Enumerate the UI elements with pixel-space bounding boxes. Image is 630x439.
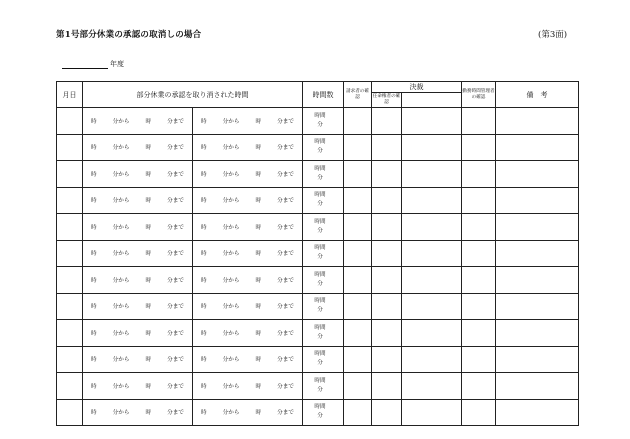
to-minute-unit: 分まで <box>167 304 184 311</box>
approval-cell[interactable] <box>402 134 462 161</box>
hour-unit: 時 <box>91 118 97 125</box>
hour-unit: 時 <box>145 171 152 178</box>
remarks-cell[interactable] <box>496 373 579 400</box>
hour-unit: 時 <box>91 171 97 178</box>
from-minute-unit: 分から <box>112 198 130 205</box>
hour-unit: 時 <box>201 277 207 284</box>
period-end-cell[interactable] <box>193 399 303 426</box>
hour-unit: 時 <box>201 198 207 205</box>
requester-check-cell[interactable] <box>344 373 372 400</box>
duration-hours-unit: 時間 <box>314 324 326 331</box>
duration-cell[interactable] <box>303 346 344 373</box>
from-minute-unit: 分から <box>112 410 130 417</box>
attendance-check-cell[interactable] <box>462 346 496 373</box>
to-minute-unit: 分まで <box>167 198 184 205</box>
duration-cell[interactable] <box>303 187 344 214</box>
approval-cell[interactable] <box>402 267 462 294</box>
from-minute-unit: 分から <box>222 224 240 231</box>
attendance-check-cell[interactable] <box>462 399 496 426</box>
from-minute-unit: 分から <box>112 145 130 152</box>
date-cell[interactable] <box>57 320 83 347</box>
requester-check-cell[interactable] <box>344 214 372 241</box>
header-requester-check: 請求者の確認 <box>344 82 372 108</box>
period-end-cell[interactable] <box>193 346 303 373</box>
header-attendance-check: 勤務時間管理者の確認 <box>462 82 496 108</box>
date-cell[interactable] <box>57 267 83 294</box>
appointer-check-cell[interactable] <box>372 161 402 188</box>
to-minute-unit: 分まで <box>277 118 294 125</box>
approval-cell[interactable] <box>402 373 462 400</box>
remarks-cell[interactable] <box>496 240 579 267</box>
period-start-cell[interactable] <box>83 267 193 294</box>
duration-minutes-unit: 分 <box>317 307 323 314</box>
duration-hours-unit: 時間 <box>314 112 326 119</box>
requester-check-cell[interactable] <box>344 346 372 373</box>
duration-cell[interactable] <box>303 214 344 241</box>
duration-minutes-unit: 分 <box>317 201 323 208</box>
hour-unit: 時 <box>255 383 262 390</box>
attendance-check-cell[interactable] <box>462 161 496 188</box>
attendance-check-cell[interactable] <box>462 134 496 161</box>
duration-minutes-unit: 分 <box>317 121 323 128</box>
to-minute-unit: 分まで <box>277 330 294 337</box>
from-minute-unit: 分から <box>222 171 240 178</box>
to-minute-unit: 分まで <box>167 357 184 364</box>
attendance-check-cell[interactable] <box>462 373 496 400</box>
date-cell[interactable] <box>57 240 83 267</box>
duration-cell[interactable] <box>303 373 344 400</box>
period-end-cell[interactable] <box>193 373 303 400</box>
period-start-cell[interactable] <box>83 161 193 188</box>
hour-unit: 時 <box>145 118 152 125</box>
year-input-line[interactable] <box>62 67 108 69</box>
hour-unit: 時 <box>201 304 207 311</box>
to-minute-unit: 分まで <box>277 357 294 364</box>
date-cell[interactable] <box>57 214 83 241</box>
period-end-cell[interactable] <box>193 267 303 294</box>
duration-minutes-unit: 分 <box>317 333 323 340</box>
hour-unit: 時 <box>255 251 262 258</box>
remarks-cell[interactable] <box>496 320 579 347</box>
period-end-cell[interactable] <box>193 214 303 241</box>
hour-unit: 時 <box>201 118 207 125</box>
date-cell[interactable] <box>57 161 83 188</box>
duration-cell[interactable] <box>303 399 344 426</box>
approval-cell[interactable] <box>402 161 462 188</box>
hour-unit: 時 <box>201 171 207 178</box>
approval-cell[interactable] <box>402 240 462 267</box>
duration-cell[interactable] <box>303 240 344 267</box>
to-minute-unit: 分まで <box>167 118 184 125</box>
appointer-check-cell[interactable] <box>372 108 402 135</box>
appointer-check-cell[interactable] <box>372 399 402 426</box>
hour-unit: 時 <box>255 410 262 417</box>
duration-cell[interactable] <box>303 267 344 294</box>
approval-cell[interactable] <box>402 320 462 347</box>
from-minute-unit: 分から <box>112 224 130 231</box>
hour-unit: 時 <box>145 410 152 417</box>
remarks-cell[interactable] <box>496 187 579 214</box>
to-minute-unit: 分まで <box>277 224 294 231</box>
duration-hours-unit: 時間 <box>314 351 326 358</box>
header-appointer-check: 任命権者の確認 <box>372 93 402 108</box>
approval-cell[interactable] <box>402 293 462 320</box>
attendance-check-cell[interactable] <box>462 187 496 214</box>
table-row <box>57 346 579 373</box>
period-start-cell[interactable] <box>83 108 193 135</box>
period-start-cell[interactable] <box>83 134 193 161</box>
attendance-check-cell[interactable] <box>462 240 496 267</box>
from-minute-unit: 分から <box>112 357 130 364</box>
period-start-cell[interactable] <box>83 373 193 400</box>
hour-unit: 時 <box>201 410 207 417</box>
duration-hours-unit: 時間 <box>314 298 326 305</box>
requester-check-cell[interactable] <box>344 240 372 267</box>
header-cancelled-period: 部分休業の承認を取り消された時間 <box>83 82 303 108</box>
table-row <box>57 108 579 135</box>
hour-unit: 時 <box>255 118 262 125</box>
hour-unit: 時 <box>201 145 207 152</box>
table-body <box>57 108 579 426</box>
hour-unit: 時 <box>145 383 152 390</box>
hour-unit: 時 <box>91 304 97 311</box>
from-minute-unit: 分から <box>222 304 240 311</box>
duration-cell[interactable] <box>303 134 344 161</box>
hour-unit: 時 <box>91 198 97 205</box>
appointer-check-cell[interactable] <box>372 320 402 347</box>
period-start-cell[interactable] <box>83 187 193 214</box>
from-minute-unit: 分から <box>222 357 240 364</box>
duration-cell[interactable] <box>303 108 344 135</box>
to-minute-unit: 分まで <box>167 330 184 337</box>
appointer-check-cell[interactable] <box>372 134 402 161</box>
from-minute-unit: 分から <box>112 383 130 390</box>
to-minute-unit: 分まで <box>167 224 184 231</box>
appointer-check-cell[interactable] <box>372 346 402 373</box>
from-minute-unit: 分から <box>112 304 130 311</box>
hour-unit: 時 <box>201 224 207 231</box>
requester-check-cell[interactable] <box>344 187 372 214</box>
table-row <box>57 187 579 214</box>
remarks-cell[interactable] <box>496 293 579 320</box>
hour-unit: 時 <box>91 330 97 337</box>
to-minute-unit: 分まで <box>277 251 294 258</box>
hour-unit: 時 <box>145 224 152 231</box>
duration-cell[interactable] <box>303 320 344 347</box>
date-cell[interactable] <box>57 187 83 214</box>
table-row <box>57 214 579 241</box>
duration-hours-unit: 時間 <box>314 218 326 225</box>
to-minute-unit: 分まで <box>277 198 294 205</box>
duration-minutes-unit: 分 <box>317 386 323 393</box>
period-start-cell[interactable] <box>83 214 193 241</box>
hour-unit: 時 <box>91 224 97 231</box>
from-minute-unit: 分から <box>222 330 240 337</box>
hour-unit: 時 <box>255 304 262 311</box>
duration-hours-unit: 時間 <box>314 377 326 384</box>
to-minute-unit: 分まで <box>167 277 184 284</box>
duration-minutes-unit: 分 <box>317 174 323 181</box>
to-minute-unit: 分まで <box>277 383 294 390</box>
requester-check-cell[interactable] <box>344 399 372 426</box>
from-minute-unit: 分から <box>222 145 240 152</box>
duration-minutes-unit: 分 <box>317 148 323 155</box>
header-approval-blank <box>402 93 462 108</box>
hour-unit: 時 <box>201 251 207 258</box>
period-end-cell[interactable] <box>193 320 303 347</box>
date-cell[interactable] <box>57 346 83 373</box>
hour-unit: 時 <box>91 410 97 417</box>
approval-cell[interactable] <box>402 346 462 373</box>
hour-unit: 時 <box>201 383 207 390</box>
hour-unit: 時 <box>201 330 207 337</box>
hour-unit: 時 <box>91 357 97 364</box>
table-row <box>57 267 579 294</box>
approval-cell[interactable] <box>402 399 462 426</box>
requester-check-cell[interactable] <box>344 134 372 161</box>
remarks-cell[interactable] <box>496 399 579 426</box>
date-cell[interactable] <box>57 399 83 426</box>
attendance-check-cell[interactable] <box>462 108 496 135</box>
hour-unit: 時 <box>255 224 262 231</box>
remarks-cell[interactable] <box>496 214 579 241</box>
duration-cell[interactable] <box>303 161 344 188</box>
duration-hours-unit: 時間 <box>314 245 326 252</box>
appointer-check-cell[interactable] <box>372 293 402 320</box>
to-minute-unit: 分まで <box>167 383 184 390</box>
approval-cell[interactable] <box>402 108 462 135</box>
approval-cell[interactable] <box>402 187 462 214</box>
date-cell[interactable] <box>57 108 83 135</box>
hour-unit: 時 <box>91 251 97 258</box>
from-minute-unit: 分から <box>112 277 130 284</box>
attendance-check-cell[interactable] <box>462 214 496 241</box>
cancellation-table <box>56 81 579 426</box>
remarks-cell[interactable] <box>496 267 579 294</box>
remarks-cell[interactable] <box>496 108 579 135</box>
hour-unit: 時 <box>145 304 152 311</box>
hour-unit: 時 <box>145 145 152 152</box>
to-minute-unit: 分まで <box>277 171 294 178</box>
hour-unit: 時 <box>145 198 152 205</box>
date-cell[interactable] <box>57 134 83 161</box>
table-row <box>57 373 579 400</box>
appointer-check-cell[interactable] <box>372 214 402 241</box>
approval-cell[interactable] <box>402 214 462 241</box>
period-end-cell[interactable] <box>193 293 303 320</box>
header-date: 月日 <box>57 82 83 108</box>
hour-unit: 時 <box>255 357 262 364</box>
hour-unit: 時 <box>255 145 262 152</box>
period-start-cell[interactable] <box>83 399 193 426</box>
header-hours: 時間数 <box>303 82 344 108</box>
from-minute-unit: 分から <box>112 118 130 125</box>
duration-hours-unit: 時間 <box>314 271 326 278</box>
to-minute-unit: 分まで <box>277 277 294 284</box>
requester-check-cell[interactable] <box>344 320 372 347</box>
date-cell[interactable] <box>57 293 83 320</box>
period-end-cell[interactable] <box>193 161 303 188</box>
table-row <box>57 240 579 267</box>
from-minute-unit: 分から <box>222 118 240 125</box>
from-minute-unit: 分から <box>222 198 240 205</box>
form-title: 第1号部分休業の承認の取消しの場合 <box>56 30 202 40</box>
from-minute-unit: 分から <box>112 251 130 258</box>
requester-check-cell[interactable] <box>344 108 372 135</box>
appointer-check-cell[interactable] <box>372 267 402 294</box>
period-start-cell[interactable] <box>83 293 193 320</box>
duration-minutes-unit: 分 <box>317 227 323 234</box>
to-minute-unit: 分まで <box>167 251 184 258</box>
table-row <box>57 399 579 426</box>
table-row <box>57 293 579 320</box>
attendance-check-cell[interactable] <box>462 267 496 294</box>
duration-hours-unit: 時間 <box>314 165 326 172</box>
period-end-cell[interactable] <box>193 187 303 214</box>
requester-check-cell[interactable] <box>344 267 372 294</box>
from-minute-unit: 分から <box>222 410 240 417</box>
to-minute-unit: 分まで <box>167 171 184 178</box>
duration-minutes-unit: 分 <box>317 280 323 287</box>
attendance-check-cell[interactable] <box>462 293 496 320</box>
year-label: 年度 <box>110 60 124 68</box>
hour-unit: 時 <box>255 198 262 205</box>
header-remarks: 備 考 <box>496 82 579 108</box>
hour-unit: 時 <box>201 357 207 364</box>
page-number: (第3面) <box>538 30 568 40</box>
from-minute-unit: 分から <box>112 171 130 178</box>
hour-unit: 時 <box>255 277 262 284</box>
period-start-cell[interactable] <box>83 240 193 267</box>
duration-hours-unit: 時間 <box>314 404 326 411</box>
duration-hours-unit: 時間 <box>314 139 326 146</box>
appointer-check-cell[interactable] <box>372 187 402 214</box>
duration-minutes-unit: 分 <box>317 413 323 420</box>
duration-cell[interactable] <box>303 293 344 320</box>
appointer-check-cell[interactable] <box>372 373 402 400</box>
appointer-check-cell[interactable] <box>372 240 402 267</box>
hour-unit: 時 <box>91 277 97 284</box>
to-minute-unit: 分まで <box>277 410 294 417</box>
remarks-cell[interactable] <box>496 134 579 161</box>
to-minute-unit: 分まで <box>167 145 184 152</box>
requester-check-cell[interactable] <box>344 161 372 188</box>
date-cell[interactable] <box>57 373 83 400</box>
period-end-cell[interactable] <box>193 108 303 135</box>
to-minute-unit: 分まで <box>167 410 184 417</box>
from-minute-unit: 分から <box>222 251 240 258</box>
period-start-cell[interactable] <box>83 346 193 373</box>
hour-unit: 時 <box>145 277 152 284</box>
duration-minutes-unit: 分 <box>317 254 323 261</box>
remarks-cell[interactable] <box>496 161 579 188</box>
period-end-cell[interactable] <box>193 134 303 161</box>
from-minute-unit: 分から <box>222 277 240 284</box>
hour-unit: 時 <box>255 171 262 178</box>
period-end-cell[interactable] <box>193 240 303 267</box>
table-row <box>57 320 579 347</box>
period-start-cell[interactable] <box>83 320 193 347</box>
hour-unit: 時 <box>145 330 152 337</box>
table-row <box>57 134 579 161</box>
from-minute-unit: 分から <box>222 383 240 390</box>
attendance-check-cell[interactable] <box>462 320 496 347</box>
remarks-cell[interactable] <box>496 346 579 373</box>
duration-minutes-unit: 分 <box>317 360 323 367</box>
hour-unit: 時 <box>145 357 152 364</box>
requester-check-cell[interactable] <box>344 293 372 320</box>
hour-unit: 時 <box>91 383 97 390</box>
hour-unit: 時 <box>255 330 262 337</box>
from-minute-unit: 分から <box>112 330 130 337</box>
to-minute-unit: 分まで <box>277 145 294 152</box>
hour-unit: 時 <box>91 145 97 152</box>
hour-unit: 時 <box>145 251 152 258</box>
header-approval: 決裁 <box>372 82 462 93</box>
to-minute-unit: 分まで <box>277 304 294 311</box>
table-row <box>57 161 579 188</box>
duration-hours-unit: 時間 <box>314 192 326 199</box>
